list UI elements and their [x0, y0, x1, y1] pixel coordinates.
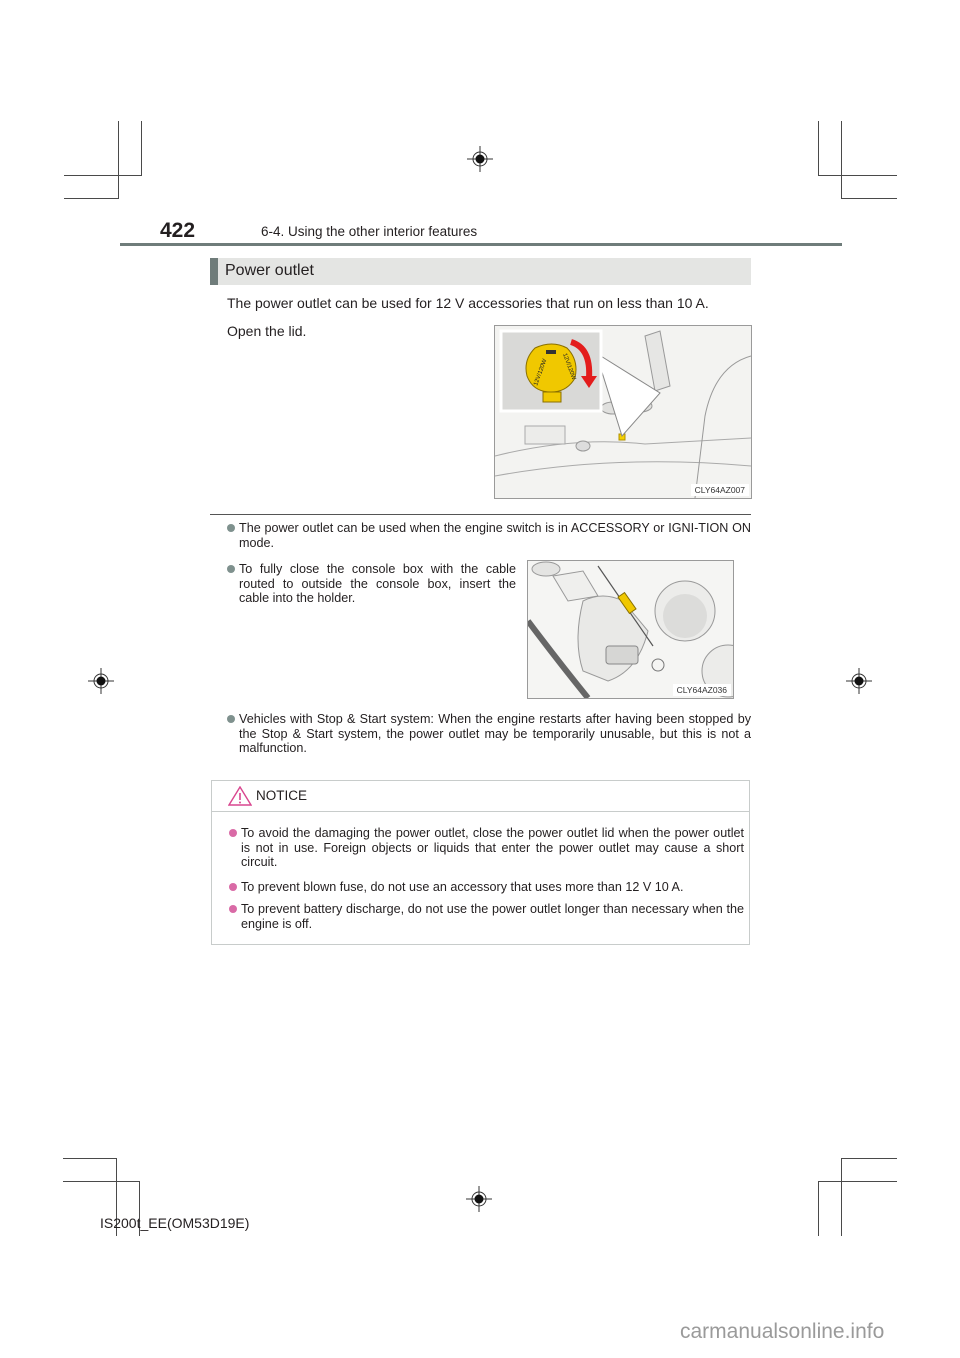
section-heading	[210, 258, 751, 285]
registration-mark-icon	[88, 668, 114, 694]
section-divider	[210, 514, 751, 515]
warning-triangle-icon	[228, 786, 252, 806]
note-item: To fully close the console box with the cable routed to outside the console box, insert the cable into the holder.	[227, 562, 516, 606]
console-box-illustration	[528, 561, 733, 698]
registration-mark-icon	[846, 668, 872, 694]
bullet-icon	[227, 565, 235, 573]
crop-mark	[818, 1181, 897, 1182]
registration-mark-icon	[467, 146, 493, 172]
note-item: The power outlet can be used when the engine switch is in ACCESSORY or IGNI-TION ON mode.	[227, 521, 751, 550]
section-title: Power outlet	[225, 262, 314, 279]
model-code: IS200t_EE(OM53D19E)	[100, 1215, 250, 1231]
crop-mark	[63, 1158, 117, 1159]
console-illustration	[495, 326, 751, 498]
bullet-icon	[229, 829, 237, 837]
header-rule	[120, 243, 842, 246]
crop-mark	[841, 1158, 897, 1159]
figure-cable-holder	[527, 560, 734, 699]
crop-mark	[841, 198, 897, 199]
page-number: 422	[160, 219, 196, 242]
section-accent	[210, 258, 218, 285]
notice-item: To prevent blown fuse, do not use an accessory that uses more than 12 V 10 A.	[229, 880, 744, 895]
crop-mark	[118, 121, 119, 199]
crop-mark	[64, 175, 142, 176]
bullet-icon	[229, 905, 237, 913]
notice-box	[211, 780, 750, 945]
intro-text: The power outlet can be used for 12 V accessories that run on less than 10 A.	[227, 295, 709, 311]
notice-item: To avoid the damaging the power outlet, close the power outlet lid when the power outlet is not in use. Foreign objects or liquids that enter the power outlet may cause a short circuit.	[229, 826, 744, 870]
crop-mark	[63, 1181, 140, 1182]
step-text: Open the lid.	[227, 323, 307, 339]
bullet-icon	[227, 715, 235, 723]
crop-mark	[818, 1181, 819, 1236]
crop-mark	[64, 198, 119, 199]
figure-code: CLY64AZ036	[673, 684, 731, 696]
figure-code: CLY64AZ007	[691, 484, 749, 496]
svg-text:12V/120W: 12V/120W	[561, 352, 577, 382]
crop-mark	[841, 121, 842, 199]
crop-mark	[141, 121, 142, 176]
svg-text:12V/120W: 12V/120W	[533, 358, 549, 387]
note-item: Vehicles with Stop & Start system: When the engine restarts after having been stopped by the Stop & Start system, the power outlet may be temporarily unusable, but this is not a malfunction.	[227, 712, 751, 756]
chapter-title: 6-4. Using the other interior features	[261, 224, 478, 239]
bullet-icon	[229, 883, 237, 891]
crop-mark	[841, 1158, 842, 1236]
notice-item: To prevent battery discharge, do not use the power outlet longer than necessary when the engine is off.	[229, 902, 744, 931]
figure-power-outlet-lid	[494, 325, 752, 499]
registration-mark-icon	[466, 1186, 492, 1212]
notice-header	[212, 781, 749, 812]
crop-mark	[818, 175, 897, 176]
crop-mark	[818, 121, 819, 176]
bullet-icon	[227, 524, 235, 532]
watermark-link[interactable]: carmanualsonline.info	[680, 1320, 885, 1343]
notice-label: NOTICE	[256, 788, 308, 803]
